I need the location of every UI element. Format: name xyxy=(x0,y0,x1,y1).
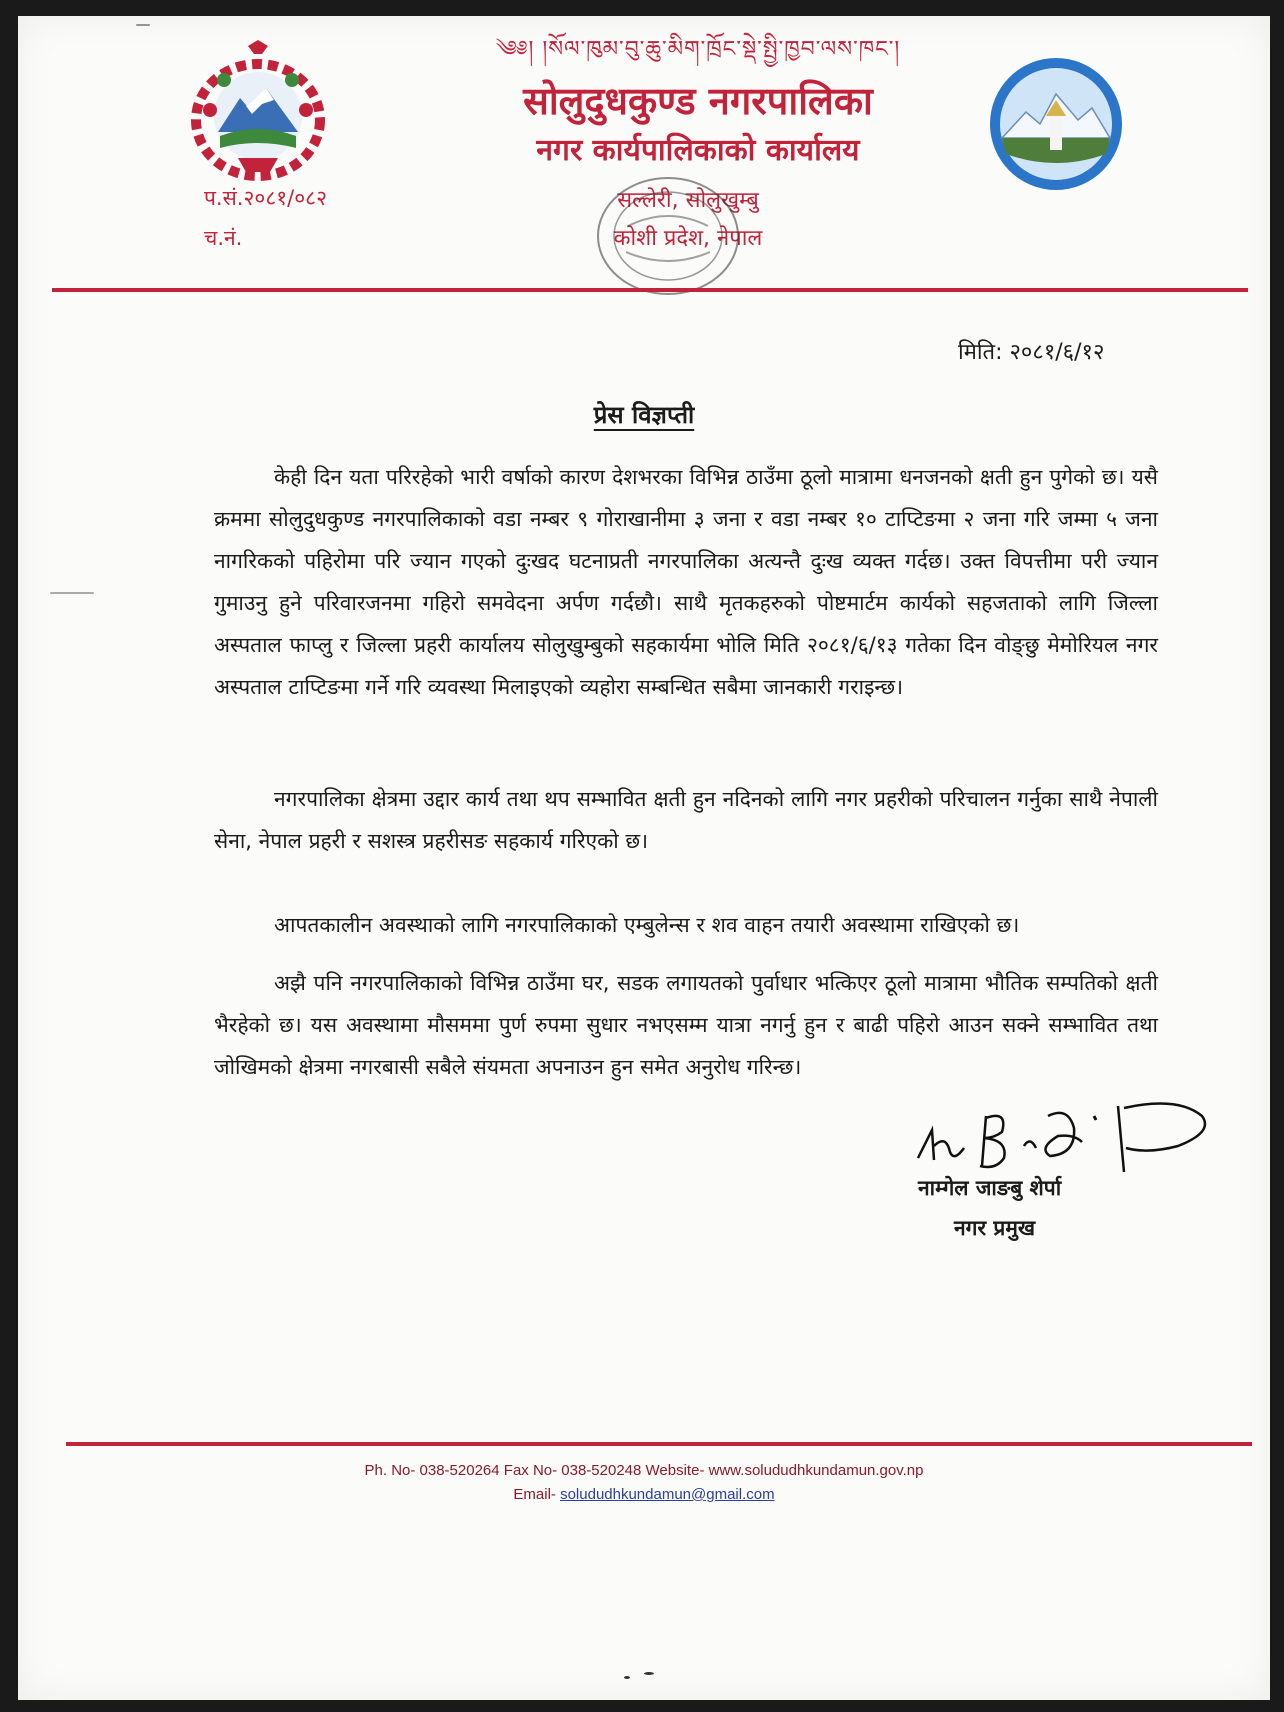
paragraph-text: नगरपालिका क्षेत्रमा उद्दार कार्य तथा थप सम्भावित क्षती हुन नदिनको लागि नगर प्रहरीको परिचालन गर्नुका साथै नेपाली सेना, नेपाल प्रहरी र सशस्त्र प्रहरीसङ सहकार्य गरिएको छ। xyxy=(214,787,1158,853)
municipality-name: सोलुदुधकुण्ड नगरपालिका xyxy=(523,79,873,123)
paragraph-text: आपतकालीन अवस्थाको लागि नगरपालिकाको एम्बुलेन्स र शव वाहन तयारी अवस्थामा राखिएको छ। xyxy=(274,913,1020,937)
heading-text: प्रेस विज्ञप्ती xyxy=(593,401,695,429)
footer-divider xyxy=(66,1442,1252,1446)
footer-email-line xyxy=(18,1486,1270,1503)
signatory-name: नाम्गेल जाङबु शेर्पा xyxy=(918,1176,1062,1200)
paragraph-text: अझै पनि नगरपालिकाको विभिन्न ठाउँमा घर, सडक लगायतको पुर्वाधार भत्किएर ठूलो मात्रामा भौतिक सम्पतिको क्षती भैरहेको छ। यस अवस्थामा मौसममा पुर्ण रुपमा सुधार नभएसम्म यात्रा नगर्नु हुन र बाढी पहिरो आउन सक्ने सम्भावित तथा जोखिमको क्षेत्रमा नगरबासी सबैले संयमता अपनाउन हुन समेत अनुरोध गरिन्छ। xyxy=(214,971,1158,1079)
header-divider xyxy=(52,288,1248,292)
signature xyxy=(898,1076,1278,1186)
scan-speck xyxy=(136,24,150,26)
dispatch-number: च.नं. xyxy=(204,226,243,250)
paragraph-text: केही दिन यता परिरहेको भारी वर्षाको कारण देशभरका विभिन्न ठाउँमा ठूलो मात्रामा धनजनको क्षती हुन पुगेको छ। यसै क्रममा सोलुदुधकुण्ड नगरपालिकाको वडा नम्बर ९ गोराखानीमा ३ जना र वडा नम्बर १० टाप्टिङमा २ जना गरि जम्मा ५ जना नागरिकको पहिरोमा परि ज्यान गएको दुःखद घटनाप्रती नगरपालिका अत्यन्तै दुःख व्यक्त गर्दछ। उक्त विपत्तीमा परी ज्यान गुमाउनु हुने परिवारजनमा गहिरो समवेदना अर्पण गर्दछौ। साथै मृतकहरुको पोष्टमार्टम कार्यको सहजताको लागि जिल्ला अस्पताल फाप्लु र जिल्ला प्रहरी कार्यालय सोलुखुम्बुको सहकार्यमा भोलि मिति २०८१/६/१३ गतेका दिन वोङ्छु मेमोरियल नगर अस्पताल टाप्टिङमा गर्ने गरि व्यवस्था मिलाइएको व्यहोरा सम्बन्धित सबैमा जानकारी गराइन्छ। xyxy=(214,465,1158,699)
letter-page xyxy=(18,16,1270,1700)
signatory-title: नगर प्रमुख xyxy=(954,1216,1036,1240)
letter-date: मिति: २०८१/६/१२ xyxy=(958,340,1105,365)
address-line-1: सल्लेरी, सोलुखुम्बु xyxy=(617,188,759,213)
scan-speck xyxy=(624,1676,630,1679)
paragraph-1 xyxy=(214,456,1158,732)
scan-speck xyxy=(644,1672,654,1675)
office-stamp xyxy=(578,166,758,306)
email-link[interactable]: solududhkundamun@gmail.com xyxy=(560,1486,775,1503)
email-label: Email- xyxy=(513,1486,556,1503)
municipality-logo-icon xyxy=(986,54,1126,194)
footer-contact: Ph. No- 038-520264 Fax No- 038-520248 Website- www.solududhkundamun.gov.np xyxy=(364,1462,924,1479)
tibetan-header-line: ༄༅། །སོལ་ཁུམ་བུ་ཆུ་མིག་ཁྲོང་སྡེ་སྤྱི་ཁྱབ་ལས་ཁང་། xyxy=(495,37,901,62)
scan-speck xyxy=(50,592,94,594)
press-release-heading xyxy=(18,398,1270,431)
reference-number: प.सं.२०८१/०८२ xyxy=(204,186,327,210)
paragraph-3 xyxy=(214,904,1158,970)
office-name: नगर कार्यपालिकाको कार्यालय xyxy=(536,133,860,168)
address-line-2: कोशी प्रदेश, नेपाल xyxy=(613,226,763,251)
nepal-emblem-icon xyxy=(178,40,338,190)
paragraph-2 xyxy=(214,778,1158,886)
